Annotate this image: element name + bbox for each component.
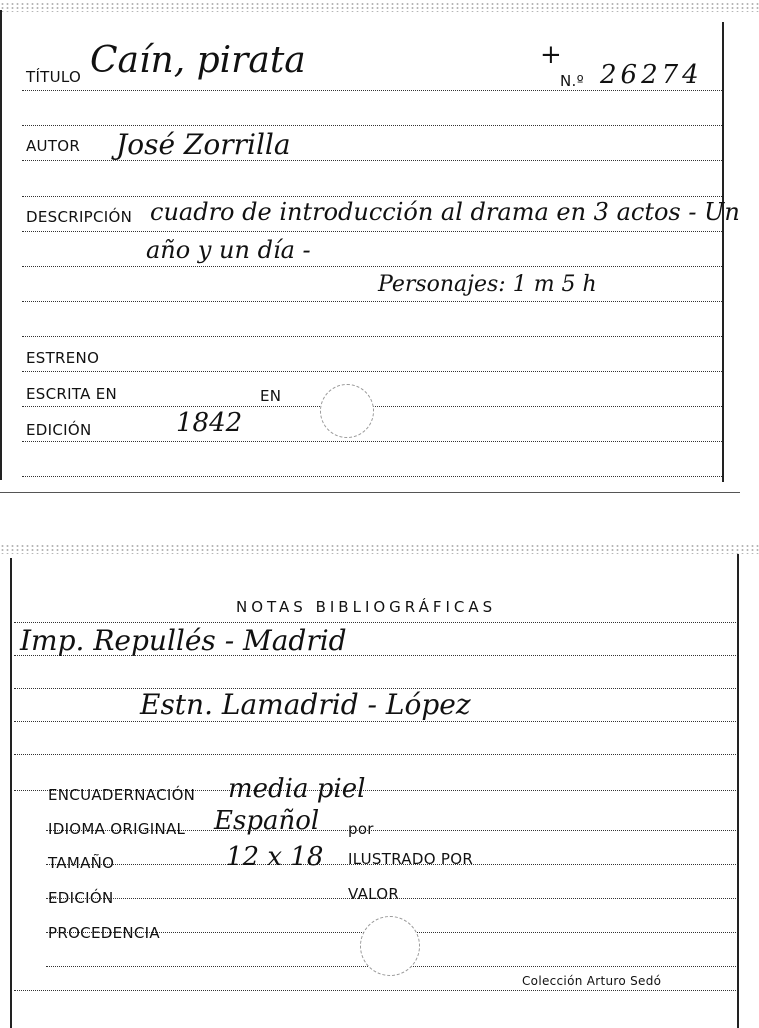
edition-value: 1842 [176,408,243,438]
bibliographic-notes-heading: NOTAS BIBLIOGRÁFICAS [236,598,497,616]
ruled-line [14,622,736,623]
title-label: TÍTULO [26,68,82,86]
number-value: 26274 [600,60,703,90]
provenance-label: PROCEDENCIA [48,924,160,942]
binding-value: media piel [228,774,366,804]
card-right-border [737,554,739,1028]
description-value-line1: cuadro de introducción al drama en 3 actos - Un [150,198,740,226]
author-value: José Zorrilla [116,128,291,161]
catalog-card-front [0,0,759,495]
cross-mark: + [540,40,562,70]
ruled-line [22,476,722,477]
edition-label: EDICIÓN [26,421,92,439]
title-value: Caín, pirata [90,40,306,81]
ruled-line [22,90,722,91]
catalog-card-back [0,540,759,1028]
card-top-edge [0,544,759,554]
illustrated-by-label: ILUSTRADO POR [348,850,474,868]
ruled-line [22,336,722,337]
ruled-line [22,125,722,126]
number-label: N.º [560,72,584,90]
notes-line1: Imp. Repullés - Madrid [20,624,347,657]
ruled-line [14,721,736,722]
description-value-line2: año y un día - [146,236,311,264]
written-in-label: ESCRITA EN [26,385,118,403]
card-left-border [0,10,2,480]
card-bottom-rule [0,492,740,493]
size-label: TAMAÑO [48,854,115,872]
notes-line2: Estn. Lamadrid - López [140,688,471,721]
original-language-label: IDIOMA ORIGINAL [48,820,186,838]
author-label: AUTOR [26,137,81,155]
stain-mark [320,384,374,438]
description-label: DESCRIPCIÓN [26,208,133,226]
size-value: 12 x 18 [226,842,324,872]
ruled-line [14,754,736,755]
ruled-line [22,231,722,232]
ruled-line [22,266,722,267]
ruled-line [14,990,736,991]
ruled-line [22,441,722,442]
characters-note: Personajes: 1 m 5 h [378,272,597,297]
card-top-edge [0,2,759,12]
premiere-label: ESTRENO [26,349,100,367]
edition-label: EDICIÓN [48,889,114,907]
in-label: EN [260,387,282,405]
card-left-border [10,558,12,1028]
por-label: por [348,820,374,838]
ruled-line [22,301,722,302]
card-right-border [722,22,724,482]
stain-mark [360,916,420,976]
value-label: VALOR [348,885,400,903]
binding-label: ENCUADERNACIÓN [48,786,196,804]
original-language-value: Español [214,806,320,836]
collection-footer: Colección Arturo Sedó [522,974,662,988]
ruled-line [22,371,722,372]
ruled-line [22,196,722,197]
